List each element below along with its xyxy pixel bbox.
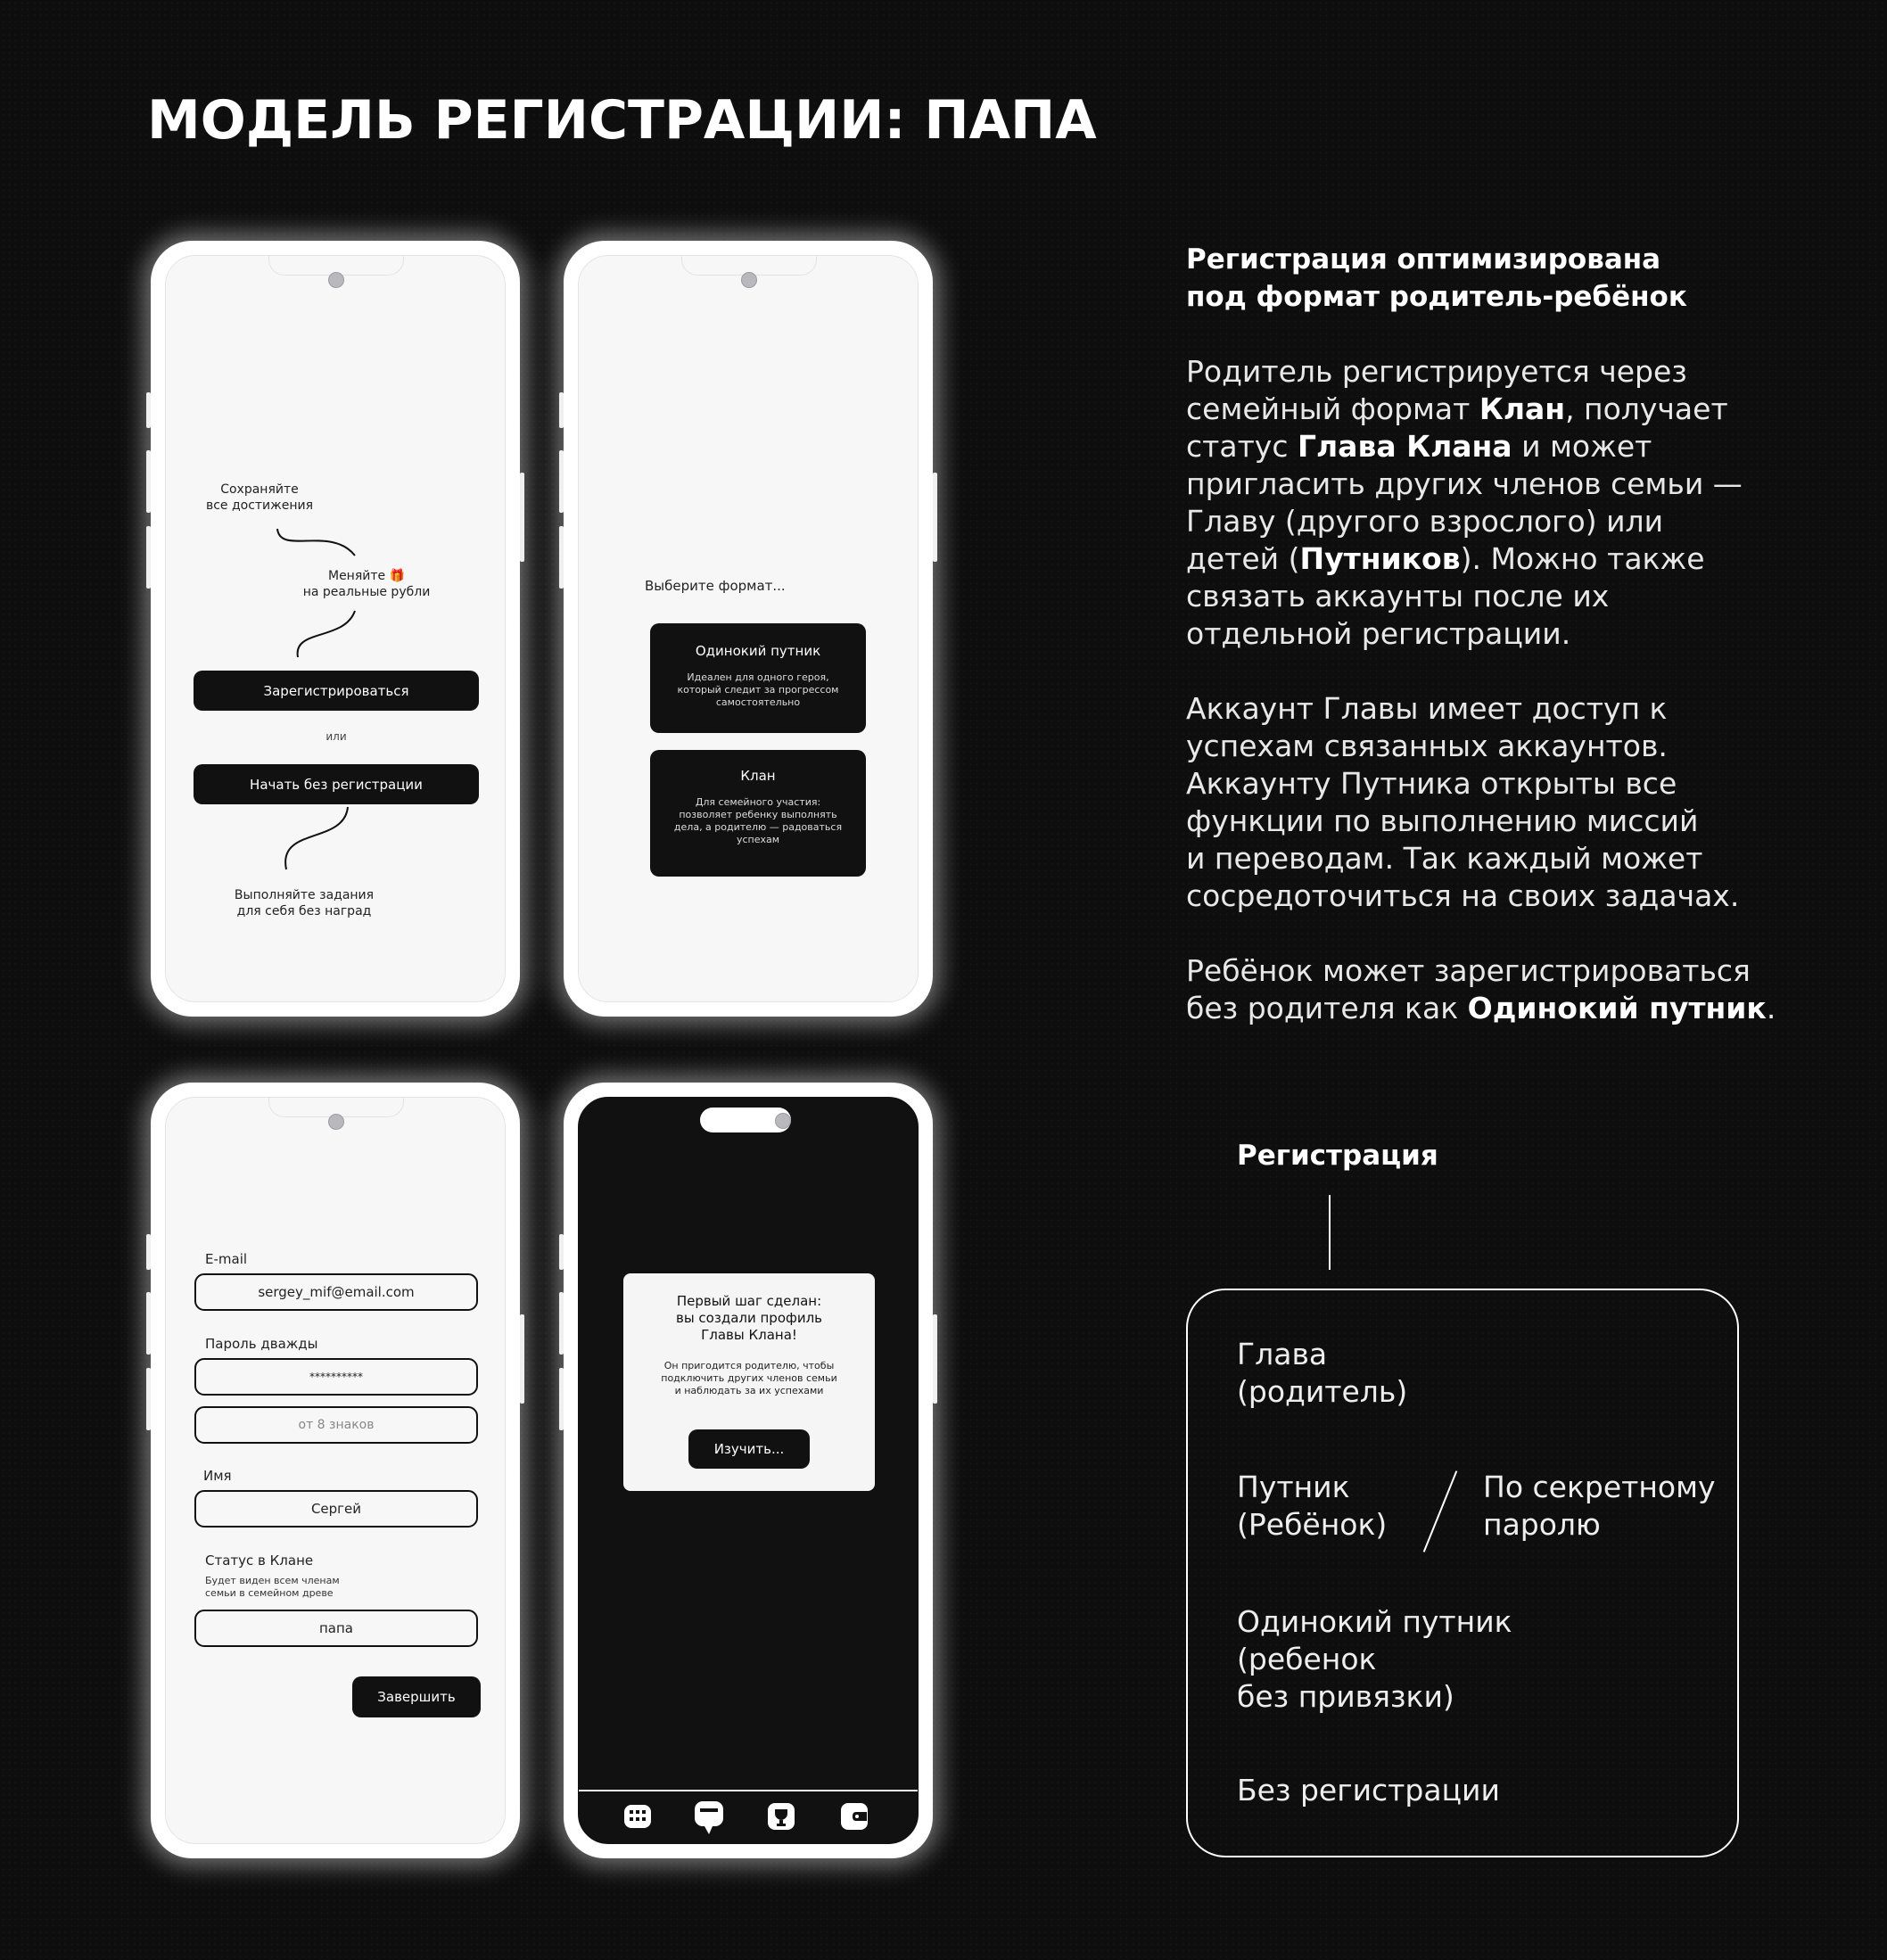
screen-success [578, 1097, 919, 1844]
guest-start-button[interactable]: Начать без регистрации [194, 764, 479, 804]
explore-button[interactable]: Изучить... [688, 1429, 810, 1469]
page-title: МОДЕЛЬ РЕГИСТРАЦИИ: ПАПА [147, 89, 1097, 152]
or-divider: или [325, 730, 347, 743]
clan-status-field[interactable]: папа [194, 1610, 478, 1647]
format-prompt: Выберите формат... [645, 578, 786, 594]
email-field[interactable]: sergey_mif@email.com [194, 1273, 478, 1311]
password-field[interactable]: ********** [194, 1358, 478, 1396]
wallet-icon[interactable] [840, 1802, 869, 1831]
diagram-item-secret-password: По секретному паролю [1483, 1470, 1716, 1542]
front-camera [328, 1114, 344, 1130]
screen-welcome [165, 255, 506, 1002]
front-camera [775, 1113, 791, 1129]
front-camera [741, 272, 757, 288]
diagram-item-traveler: Путник (Ребёнок) [1237, 1470, 1388, 1542]
diagram-item-solo: Одинокий путник (ребенок без привязки) [1237, 1604, 1512, 1714]
name-label: Имя [203, 1468, 232, 1484]
format-card-solo[interactable] [650, 623, 866, 733]
format-card-title: Клан [740, 768, 776, 784]
screen-format-select [578, 255, 919, 1002]
format-card-clan[interactable] [650, 750, 866, 877]
trophy-icon[interactable] [767, 1802, 795, 1831]
clan-status-hint: Будет виден всем членам семьи в семейном древе [205, 1575, 340, 1599]
section-heading: Регистрация оптимизирована под формат родитель-ребёнок [1186, 243, 1687, 313]
screen-registration-form [165, 1097, 506, 1844]
phone-success [564, 1083, 933, 1858]
finish-button[interactable]: Завершить [352, 1676, 481, 1717]
clan-status-label: Статус в Клане [205, 1552, 314, 1569]
chat-icon[interactable] [694, 1800, 724, 1836]
phone-registration-form [151, 1083, 520, 1858]
success-dialog [623, 1273, 875, 1491]
paragraph-solo-traveler: Ребёнок может зарегистрироваться без родителя как Одинокий путник. [1186, 953, 1776, 1025]
calendar-icon[interactable] [623, 1803, 652, 1830]
dialog-text: Он пригодится родителю, чтобы подключить других членов семьи и наблюдать за их успехами [661, 1360, 837, 1396]
bottom-nav [579, 1790, 918, 1843]
register-button[interactable]: Зарегистрироваться [194, 671, 479, 711]
format-card-desc: Идеален для одного героя, который следит за прогрессом самостоятельно [677, 671, 839, 708]
format-card-title: Одинокий путник [695, 643, 821, 659]
diagram-connector-line [1329, 1195, 1331, 1270]
diagram-item-head: Глава (родитель) [1237, 1337, 1408, 1409]
phone-welcome [151, 241, 520, 1017]
phone-format-select [564, 241, 933, 1017]
hint-tasks-without-rewards: Выполняйте задания для себя без наград [234, 888, 375, 918]
password-label: Пароль дважды [205, 1336, 318, 1352]
format-card-desc: Для семейного участия: позволяет ребенку выполнять дела, а родителю — радоваться успехам [673, 796, 843, 845]
hint-exchange-rubles: Меняйте 🎁 на реальные рубли [302, 569, 431, 599]
password-repeat-field[interactable]: от 8 знаков [194, 1406, 478, 1444]
dialog-title: Первый шаг сделан: вы создали профиль Главы Клана! [675, 1293, 823, 1343]
hint-save-achievements: Сохраняйте все достижения [205, 482, 314, 513]
diagram-root-label: Регистрация [1237, 1140, 1438, 1172]
paragraph-parent-registration: Родитель регистрируется через семейный формат Клан, получает статус Глава Клана и может пригласить других членов семьи — Главу (другого взрослого) или детей (Путников). Можно также связать аккаунты после их отдельной регистрации. [1186, 354, 1743, 651]
email-label: E-mail [205, 1251, 248, 1267]
name-field[interactable]: Сергей [194, 1490, 478, 1528]
paragraph-account-access: Аккаунт Главы имеет доступ к успехам связанных аккаунтов. Аккаунту Путника открыты все функции по выполнению миссий и переводам. Так каждый может сосредоточиться на своих задачах. [1186, 691, 1740, 913]
diagram-item-no-registration: Без регистрации [1237, 1773, 1500, 1808]
